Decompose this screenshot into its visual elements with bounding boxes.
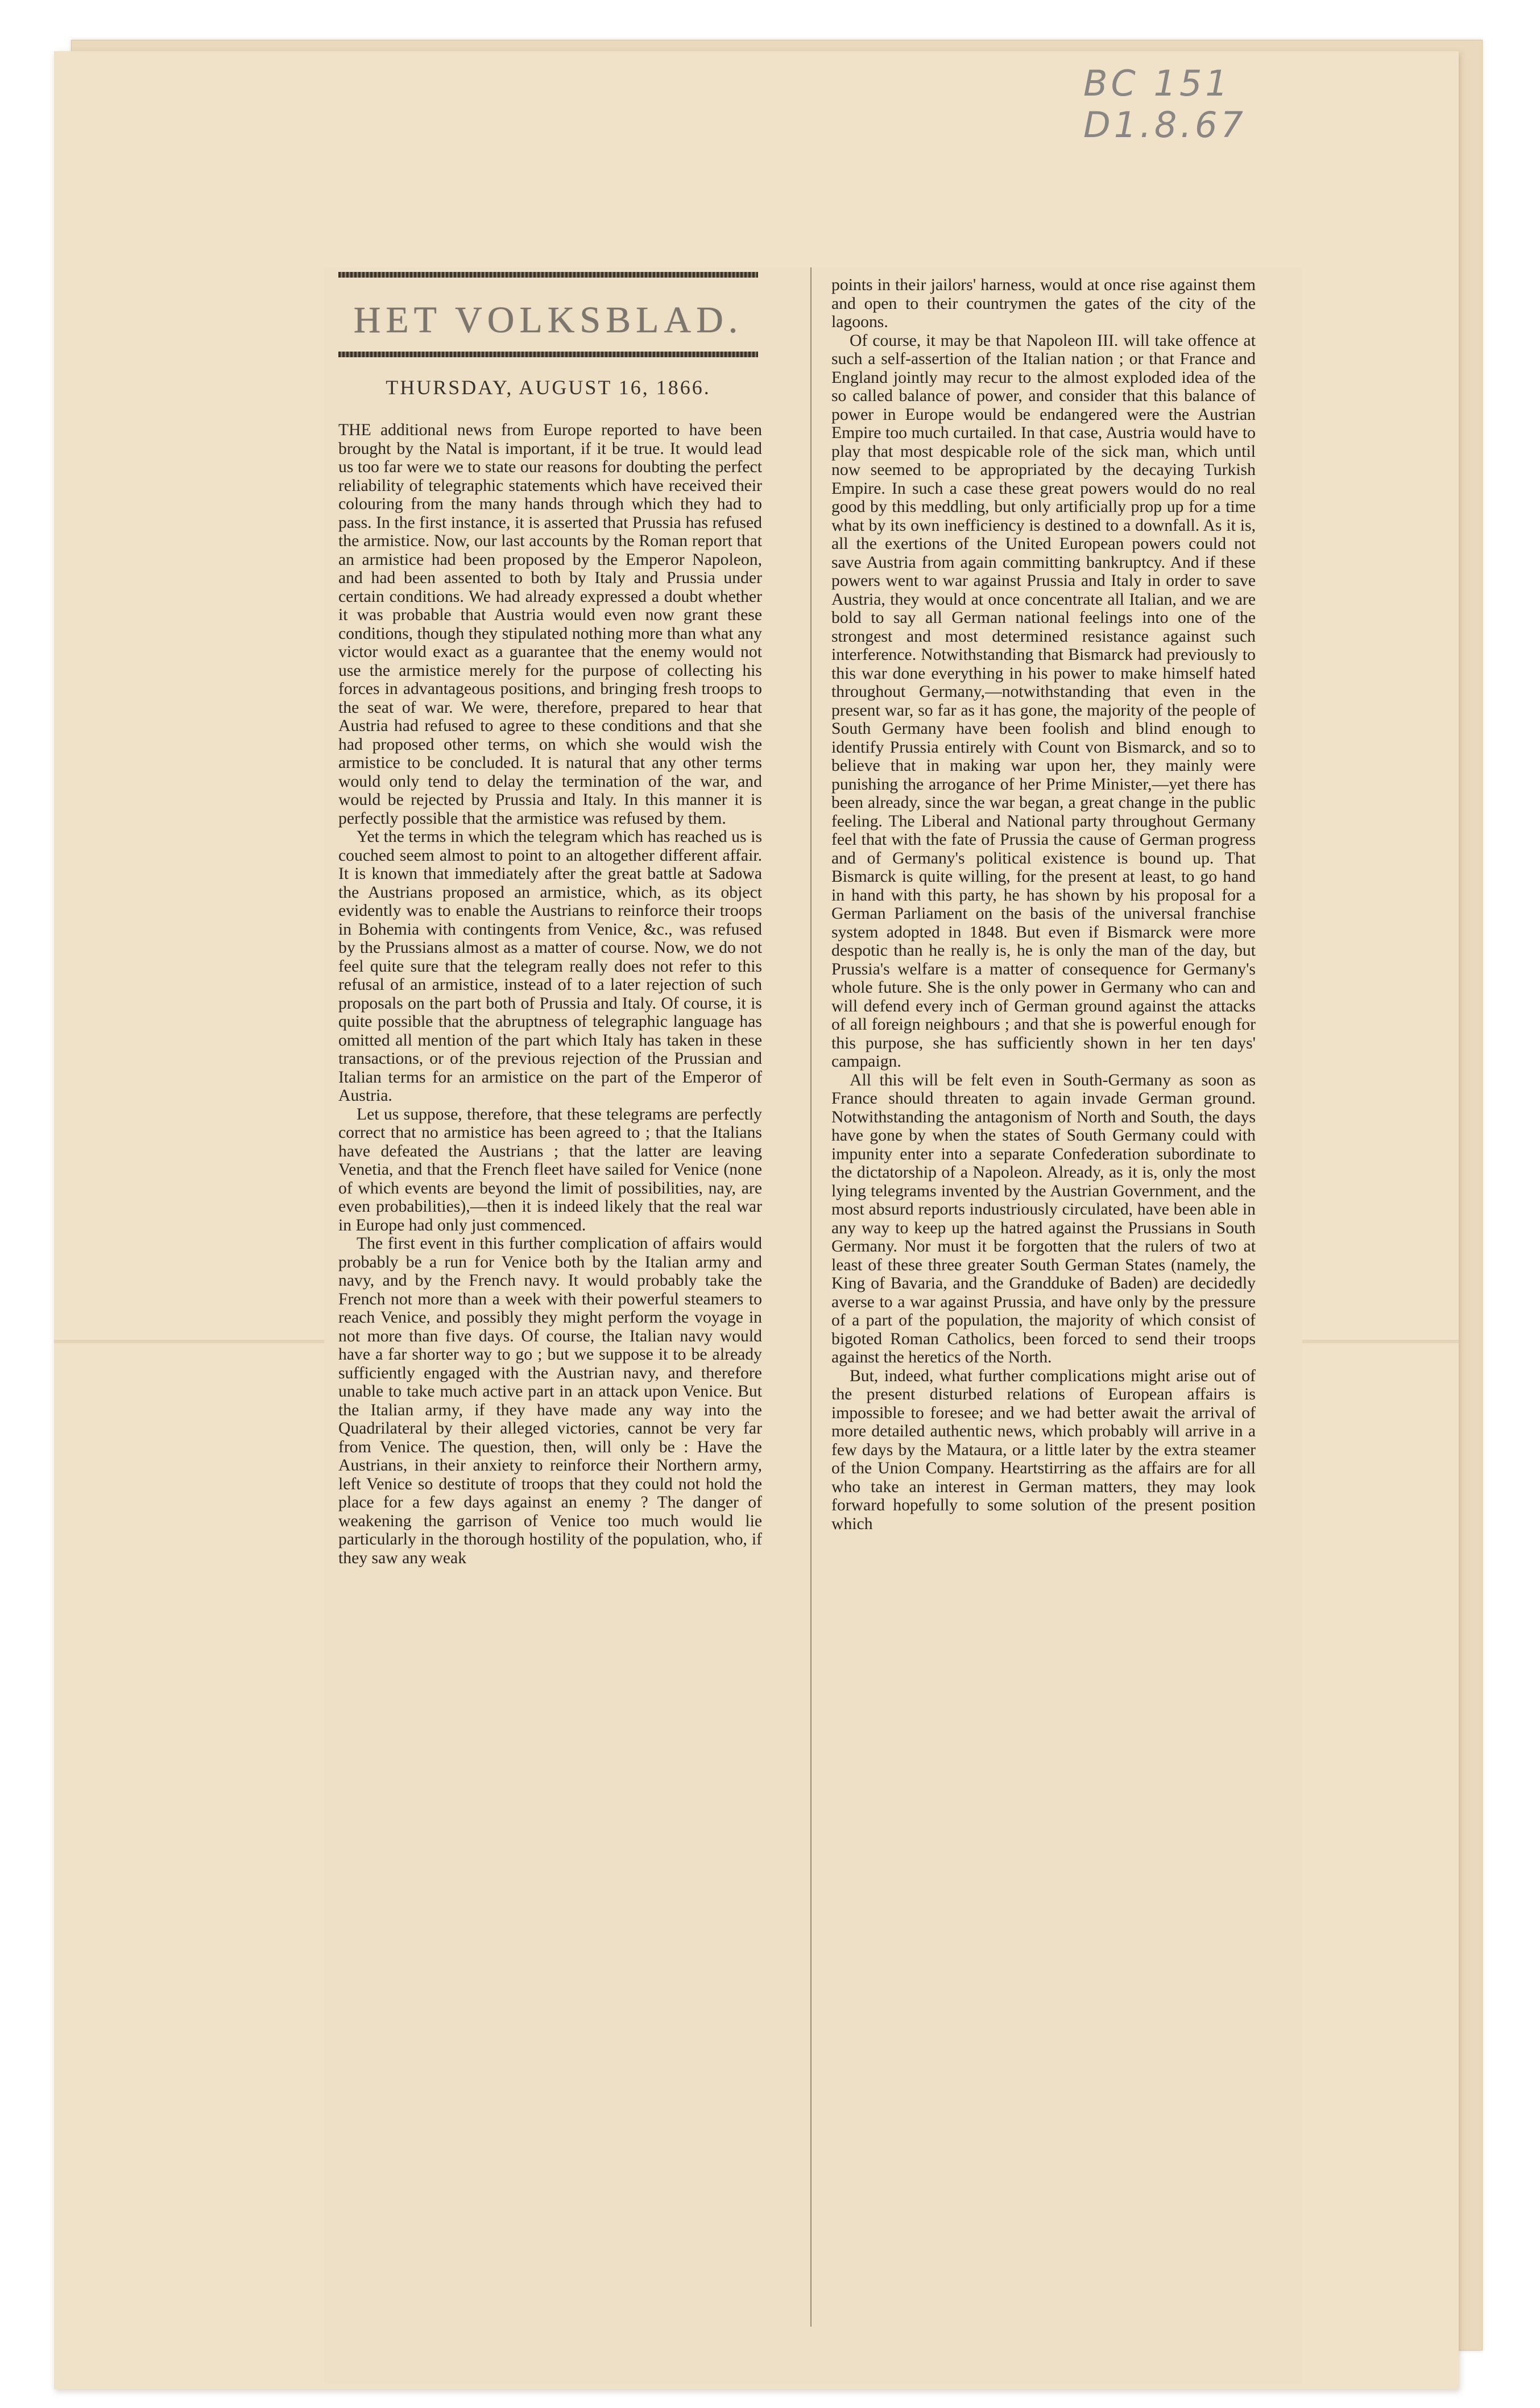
masthead-bottom-rule <box>338 352 758 357</box>
masthead-top-rule <box>338 272 758 278</box>
article-left-column <box>338 421 762 1567</box>
paragraph: Of course, it may be that Napoleon III. will take offence at such a self-assertion of the Italian nation ; or that France and England jointly may recur to the almost exploded idea of the so called balance of power, and consider that this balance of power in Europe would be endangered were the Austrian Empire too much curtailed. In that case, Austria would have to play that most despicable role of the sick man, which until now seemed to be appropriated by the decaying Turkish Empire. In such a case these great powers would do no real good by this meddling, but only artificially prop up for a time what by its own inefficiency is destined to a downfall. As it is, all the exertions of the United European powers could not save Austria from again committing bankruptcy. And if these powers went to war against Prussia and Italy in order to save Austria, they would at once concentrate all Italian, and we are bold to say all German national feelings into one of the strongest and most determined resistance against such interference. Notwithstanding that Bismarck had previously to this war done everything in his power to make himself hated throughout Germany,—notwithstanding that even in the present war, so far as it has gone, the majority of the people of South Germany have been foolish and blind enough to identify Prussia entirely with Count von Bismarck, and so to believe that in making war upon her, they mainly were punishing the arrogance of her Prime Minister,—yet there has been already, since the war began, a great change in the public feeling. The Liberal and National party throughout Germany feel that with the fate of Prussia the cause of German progress and of Germany's political existence is bound up. That Bismarck is quite willing, for the present at least, to go hand in hand with this party, he has shown by his proposal for a German Parliament on the basis of the universal franchise system adopted in 1848. But even if Bismarck were more despotic than he really is, he is only the man of the day, but Prussia's welfare is a matter of consequence for Germany's whole future. She is the only power in Germany who can and will defend every inch of German ground against the attacks of all foreign neighbours ; and that she is powerful enough for this purpose, she has sufficiently shown in her ten days' campaign. <box>831 331 1256 1071</box>
dateline: THURSDAY, AUGUST 16, 1866. <box>386 376 711 399</box>
article-right-column <box>831 276 1256 1533</box>
masthead-title: HET VOLKSBLAD. <box>353 299 743 341</box>
paragraph: THE additional news from Europe reported to have been brought by the Natal is important, if it be true. It would lead us too far were we to state our reasons for doubting the perfect reliability of telegraphic statements which have received their colouring from the many hands through which they had to pass. In the first instance, it is asserted that Prussia has refused the armistice. Now, our last accounts by the Roman report that an armistice had been proposed by the Emperor Napoleon, and had been assented to both by Italy and Prussia under certain conditions. We had already expressed a doubt whether it was probable that Austria would even now grant these conditions, though they stipulated nothing more than what any victor would exact as a guarantee that the enemy would not use the armistice merely for the purpose of collecting his forces in advantageous positions, and bringing fresh troops to the seat of war. We were, therefore, prepared to hear that Austria had refused to agree to these conditions and that she had proposed other terms, on which she would wish the armistice to be concluded. It is natural that any other terms would only tend to delay the termination of the war, and would be rejected by Prussia and Italy. In this manner it is perfectly possible that the armistice was refused by them. <box>338 421 762 828</box>
paragraph: The first event in this further complication of affairs would probably be a run for Venice both by the Italian army and navy, and by the French navy. It would probably take the French not more than a week with their powerful steamers to reach Venice, and possibly they might perform the voyage in not more than five days. Of course, the Italian navy would have a far shorter way to go ; but we suppose it to be already sufficiently engaged with the Austrian navy, and therefore unable to take much active part in an attack upon Venice. But the Italian army, if they have made any way into the Quadrilateral by their alleged victories, cannot be very far from Venice. The question, then, will only be : Have the Austrians, in their anxiety to reinforce their Northern army, left Venice so destitute of troops that they could not hold the place for a few days against an enemy ? The danger of weakening the garrison of Venice too much would lie particularly in the thorough hostility of the population, who, if they saw any weak <box>338 1234 762 1567</box>
paragraph: points in their jailors' harness, would at once rise against them and open to their countrymen the gates of the city of the lagoons. <box>831 276 1256 331</box>
paragraph: All this will be felt even in South-Germany as soon as France should threaten to again invade German ground. Notwithstanding the antagonism of North and South, the days have gone by when the states of South Germany could with impunity enter into a separate Confederation subordinate to the dictatorship of a Napoleon. Already, as it is, only the most lying telegrams invented by the Austrian Government, and the most absurd reports industriously circulated, have been able in any way to keep up the hatred against the Prussians in South Germany. Nor must it be forgotten that the rulers of two at least of these three greater South German States (namely, the King of Bavaria, and the Grandduke of Baden) are decidedly averse to a war against Prussia, and have only by the pressure of a part of the population, the majority of which consist of bigoted Roman Catholics, been forced to send their troops against the heretics of the North. <box>831 1071 1256 1366</box>
paragraph: But, indeed, what further complications might arise out of the present disturbed relations of European affairs is impossible to foresee; and we had better await the arrival of more detailed authentic news, which probably will arrive in a few days by the Mataura, or a little later by the extra steamer of the Union Company. Heartstirring as the affairs are for all who take an interest in German matters, they may look forward hopefully to some solution of the present position which <box>831 1366 1256 1533</box>
column-divider <box>810 267 812 2327</box>
handwritten-catalogue-annotation: BC 151 D1.8.67 <box>1083 63 1247 146</box>
paragraph: Let us suppose, therefore, that these telegrams are perfectly correct that no armistice has been agreed to ; that the Italians have defeated the Austrians ; that the latter are leaving Venetia, and that the French fleet have sailed for Venice (none of which events are beyond the limit of possibilities, nay, are even probabilities),—then it is indeed likely that the real war in Europe had only just commenced. <box>338 1105 762 1234</box>
paragraph: Yet the terms in which the telegram which has reached us is couched seem almost to point to an altogether different affair. It is known that immediately after the great battle at Sadowa the Austrians proposed an armistice, which, as its object evidently was to enable the Austrians to reinforce their troops in Bohemia with contingents from Venice, &c., was refused by the Prussians almost as a matter of course. Now, we do not feel quite sure that the telegram really does not refer to this refusal of an armistice, instead of to a later rejection of such proposals on the part both of Prussia and Italy. Of course, it is quite possible that the abruptness of telegraphic language has omitted all mention of the part which Italy has taken in these transactions, or of the previous rejection of the Prussian and Italian terms for an armistice on the part of the Emperor of Austria. <box>338 828 762 1105</box>
newspaper-clipping <box>324 267 1302 2384</box>
